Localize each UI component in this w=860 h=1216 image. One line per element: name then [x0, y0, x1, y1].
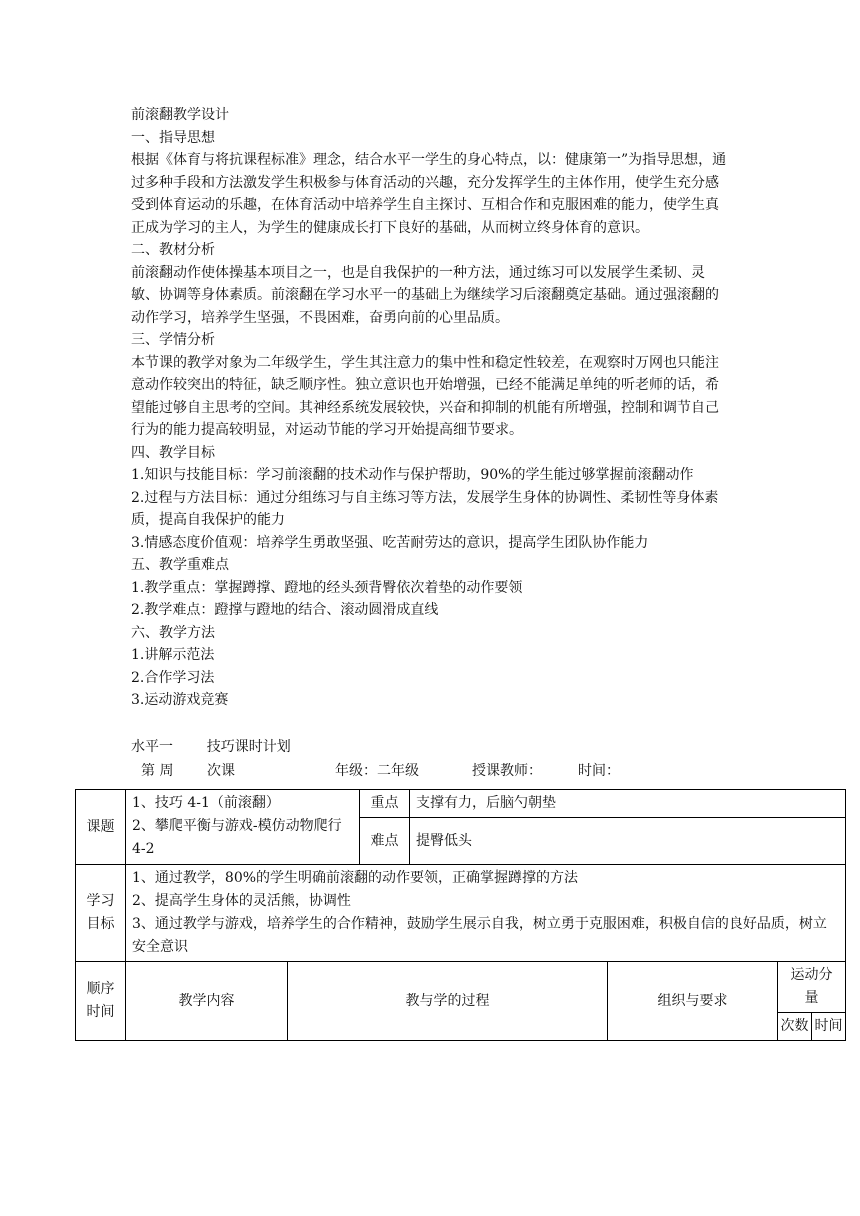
difficulty-label: 难点 — [360, 818, 410, 865]
section-heading-objectives: 四、教学目标 — [131, 444, 215, 461]
header-content: 教学内容 — [126, 962, 288, 1041]
objective-item: 3.情感态度价值观：培养学生勇敢坚强、吃苦耐劳达的意识，提高学生团队协作能力 — [131, 534, 649, 551]
section-heading-key-points: 五、教学重难点 — [131, 557, 229, 573]
key-point-label: 重点 — [360, 790, 410, 818]
plan-week: 第 周 — [141, 763, 174, 779]
key-point-item: 1.教学重点：掌握蹲撑、蹬地的经头颈背臀依次着垫的动作要领 — [131, 579, 523, 596]
table-row — [76, 865, 846, 962]
method-item: 1.讲解示范法 — [131, 647, 215, 663]
topic-line: 2、攀爬平衡与游戏-模仿动物爬行 4-2 — [132, 818, 342, 857]
lesson-design-text — [131, 104, 731, 712]
plan-time: 时间： — [578, 763, 620, 779]
table-row — [76, 790, 846, 818]
method-item: 2.合作学习法 — [131, 669, 215, 686]
plan-lesson: 次课 — [207, 763, 235, 779]
section-body-student-analysis: 本节课的教学对象为二年级学生，学生其注意力的集中性和稳定性较差，在观察时万网也只能注意动作较突出的特征，缺乏顺序性。独立意识也开始增强，已经不能满足单纯的听老师的话，希望能过够自主思考的空间。其神经系统发展较快，兴奋和抑制的机能有所增强，控制和调节自己行为的能力提高较明显，对运动节能的学习开始提高细节要求。 — [131, 354, 719, 438]
goal-item: 2、提高学生身体的灵活熊，协调性 — [132, 893, 351, 909]
lesson-plan-table — [75, 789, 846, 1041]
header-order-time: 顺序时间 — [76, 962, 126, 1041]
goal-item: 3、通过教学与游戏，培养学生的合作精神，鼓励学生展示自我，树立勇于克服困难，积极自信的良好品质，树立安全意识 — [132, 916, 827, 955]
header-process: 教与学的过程 — [288, 962, 608, 1041]
plan-title: 水平一 技巧课时计划 — [131, 739, 291, 755]
goal-label: 学习目标 — [76, 865, 126, 962]
plan-grade: 年级：二年级 — [335, 763, 419, 779]
section-heading-student-analysis: 三、学情分析 — [131, 332, 215, 348]
topic-label: 课题 — [76, 790, 126, 865]
header-duration: 时间 — [812, 1013, 846, 1041]
goal-item: 1、通过教学，80%的学生明确前滚翻的动作要领，正确掌握蹲撑的方法 — [132, 870, 579, 886]
section-heading-guiding-thought: 一、指导思想 — [131, 129, 215, 146]
objective-item: 2.过程与方法目标：通过分组练习与自主练习等方法，发展学生身体的协调性、柔韧性等身体素质，提高自我保护的能力 — [131, 489, 719, 528]
section-heading-methods: 六、教学方法 — [131, 624, 215, 641]
header-exercise-load: 运动分量 — [778, 962, 846, 1013]
topic-line: 1、技巧 4-1（前滚翻） — [132, 795, 280, 811]
doc-title: 前滚翻教学设计 — [131, 107, 229, 123]
key-point-value: 支撑有力，后脑勺朝垫 — [410, 790, 846, 818]
objective-item: 1.知识与技能目标：学习前滚翻的技术动作与保护帮助，90%的学生能过够掌握前滚翻动作 — [131, 467, 694, 483]
key-point-item: 2.教学难点：蹬撑与蹬地的结合、滚动圆滑成直线 — [131, 602, 439, 618]
header-count: 次数 — [778, 1013, 812, 1041]
difficulty-value: 提臀低头 — [410, 818, 846, 865]
plan-teacher: 授课教师： — [472, 763, 542, 779]
section-heading-material-analysis: 二、教材分析 — [131, 242, 215, 258]
method-item: 3.运动游戏竞赛 — [131, 692, 229, 708]
section-body-guiding-thought: 根据《体育与将抗课程标准》理念，结合水平一学生的身心特点，以：健康第一”为指导思想，通过多种手段和方法激发学生积极参与体育活动的兴趣，充分发挥学生的主体作用，使学生充分感受到体育运动的乐趣，在体育活动中培养学生自主探讨、互相合作和克服困难的能力，使学生真正成为学习的主人，为学生的健康成长打下良好的基础，从而树立终身体育的意识。 — [131, 152, 727, 236]
table-row — [76, 962, 846, 1013]
topic-cell — [126, 790, 360, 865]
section-body-material-analysis: 前滚翻动作使体操基本项目之一，也是自我保护的一种方法，通过练习可以发展学生柔韧、灵敏、协调等身体素质。前滚翻在学习水平一的基础上为继续学习后滚翻奠定基础。通过强滚翻的动作学习，培养学生坚强，不畏困难，奋勇向前的心里品质。 — [131, 264, 719, 326]
header-organization: 组织与要求 — [608, 962, 778, 1041]
goal-cell — [126, 865, 846, 962]
